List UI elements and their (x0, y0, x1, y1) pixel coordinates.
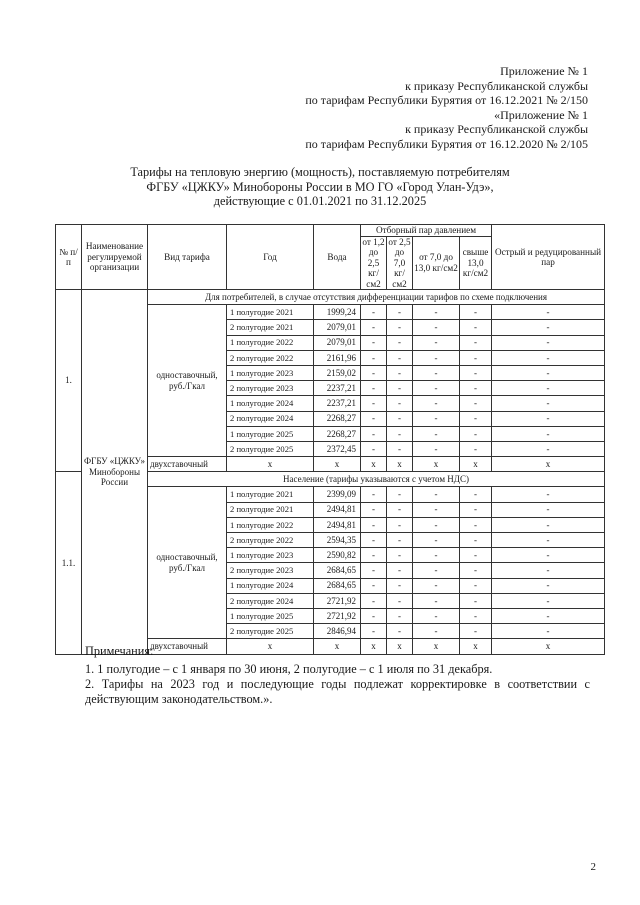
row-number: 1. (56, 290, 82, 472)
pressure-4-cell: - (460, 624, 492, 639)
section-caption: Население (тарифы указываются с учетом НДС) (148, 472, 605, 487)
pressure-2-cell: - (387, 487, 413, 502)
pressure-1-cell: x (361, 457, 387, 472)
note-item: 1. 1 полугодие – с 1 января по 30 июня, 2 полугодие – с 1 июля по 31 декабря. (85, 662, 493, 676)
pressure-3-cell: x (413, 639, 460, 654)
note-item: 2. Тарифы на 2023 год и последующие годы подлежат корректировке в соответствии с действующим законодательством.». (85, 677, 590, 706)
water-value-cell: 2161,96 (314, 350, 361, 365)
pressure-1-cell: - (361, 593, 387, 608)
sharp-steam-cell: - (492, 533, 605, 548)
pressure-2-cell: - (387, 441, 413, 456)
period-cell: 2 полугодие 2023 (227, 563, 314, 578)
sharp-steam-cell: - (492, 335, 605, 350)
pressure-4-cell: - (460, 335, 492, 350)
pressure-1-cell: - (361, 381, 387, 396)
period-cell: 1 полугодие 2022 (227, 517, 314, 532)
pressure-4-cell: - (460, 517, 492, 532)
pressure-3-cell: - (413, 624, 460, 639)
pressure-3-cell: - (413, 548, 460, 563)
col-header-organization: Наименование регулируемой организации (82, 225, 148, 290)
pressure-2-cell: x (387, 639, 413, 654)
col-header-pressure-2: от 2,5 до 7,0 кг/см2 (388, 236, 411, 289)
pressure-2-cell: - (387, 563, 413, 578)
pressure-4-cell: - (460, 411, 492, 426)
pressure-1-cell: - (361, 502, 387, 517)
pressure-3-cell: - (413, 578, 460, 593)
pressure-1-cell: - (361, 624, 387, 639)
pressure-2-cell: - (387, 350, 413, 365)
notes-title: Примечания: (85, 644, 154, 658)
period-cell: 2 полугодие 2022 (227, 533, 314, 548)
sharp-steam-cell: - (492, 578, 605, 593)
water-value-cell: 2079,01 (314, 320, 361, 335)
period-cell: x (227, 639, 314, 654)
water-value-cell: 2594,35 (314, 533, 361, 548)
pressure-1-cell: - (361, 578, 387, 593)
col-header-pressure-3: от 7,0 до 13,0 кг/см2 (413, 236, 460, 290)
pressure-4-cell: - (460, 396, 492, 411)
period-cell: 2 полугодие 2021 (227, 320, 314, 335)
header-line: к приказу Республиканской службы (405, 122, 588, 137)
row-number: 1.1. (56, 472, 82, 654)
pressure-2-cell: - (387, 593, 413, 608)
tariff-kind-single-rate: одноставочный, руб./Гкал (148, 305, 227, 457)
pressure-3-cell: - (413, 593, 460, 608)
pressure-4-cell: - (460, 350, 492, 365)
pressure-1-cell: - (361, 320, 387, 335)
water-value-cell: 2590,82 (314, 548, 361, 563)
period-cell: 1 полугодие 2025 (227, 426, 314, 441)
sharp-steam-cell: - (492, 426, 605, 441)
pressure-1-cell: x (361, 639, 387, 654)
pressure-2-cell: - (387, 411, 413, 426)
pressure-1-cell: - (361, 608, 387, 623)
sharp-steam-cell: - (492, 305, 605, 320)
pressure-2-cell: - (387, 578, 413, 593)
pressure-4-cell: - (460, 320, 492, 335)
pressure-3-cell: - (413, 305, 460, 320)
pressure-4-cell: - (460, 578, 492, 593)
tariff-kind-two-rate: двухставочный (148, 639, 227, 654)
pressure-4-cell: - (460, 305, 492, 320)
pressure-1-cell: - (361, 426, 387, 441)
water-value-cell: 2399,09 (314, 487, 361, 502)
sharp-steam-cell: - (492, 548, 605, 563)
sharp-steam-cell: - (492, 350, 605, 365)
water-value-cell: x (314, 457, 361, 472)
pressure-1-cell: - (361, 350, 387, 365)
organization-name: ФГБУ «ЦЖКУ» Минобороны России (82, 290, 148, 655)
pressure-3-cell: - (413, 487, 460, 502)
pressure-2-cell: - (387, 548, 413, 563)
sharp-steam-cell: - (492, 593, 605, 608)
pressure-3-cell: - (413, 411, 460, 426)
pressure-1-cell: - (361, 487, 387, 502)
water-value-cell: 2494,81 (314, 502, 361, 517)
pressure-4-cell: - (460, 502, 492, 517)
pressure-3-cell: - (413, 426, 460, 441)
col-header-sharp-steam: Острый и редуцированный пар (492, 225, 605, 290)
pressure-2-cell: - (387, 365, 413, 380)
period-cell: 1 полугодие 2022 (227, 335, 314, 350)
col-header-pressure-1: от 1,2 до 2,5 кг/см2 (362, 236, 385, 289)
pressure-3-cell: x (413, 457, 460, 472)
sharp-steam-cell: - (492, 608, 605, 623)
pressure-3-cell: - (413, 365, 460, 380)
period-cell: 2 полугодие 2025 (227, 624, 314, 639)
pressure-1-cell: - (361, 563, 387, 578)
pressure-4-cell: - (460, 381, 492, 396)
pressure-2-cell: - (387, 335, 413, 350)
pressure-4-cell: - (460, 563, 492, 578)
sharp-steam-cell: - (492, 365, 605, 380)
water-value-cell: 2494,81 (314, 517, 361, 532)
period-cell: 1 полугодие 2021 (227, 305, 314, 320)
pressure-2-cell: - (387, 381, 413, 396)
section-caption: Для потребителей, в случае отсутствия дифференциации тарифов по схеме подключения (148, 290, 605, 305)
pressure-4-cell: - (460, 426, 492, 441)
pressure-4-cell: - (460, 487, 492, 502)
period-cell: 1 полугодие 2025 (227, 608, 314, 623)
pressure-2-cell: - (387, 533, 413, 548)
period-cell: x (227, 457, 314, 472)
sharp-steam-cell: - (492, 320, 605, 335)
sharp-steam-cell: x (492, 457, 605, 472)
sharp-steam-cell: - (492, 441, 605, 456)
document-title (0, 165, 640, 209)
water-value-cell: 1999,24 (314, 305, 361, 320)
period-cell: 2 полугодие 2024 (227, 593, 314, 608)
period-cell: 2 полугодие 2023 (227, 381, 314, 396)
pressure-2-cell: x (387, 457, 413, 472)
pressure-1-cell: - (361, 533, 387, 548)
pressure-1-cell: - (361, 365, 387, 380)
period-cell: 1 полугодие 2021 (227, 487, 314, 502)
tariff-kind-two-rate: двухставочный (148, 457, 227, 472)
water-value-cell: 2721,92 (314, 593, 361, 608)
col-header-steam-group: Отборный пар давлением (361, 225, 492, 237)
sharp-steam-cell: - (492, 624, 605, 639)
sharp-steam-cell: - (492, 517, 605, 532)
pressure-1-cell: - (361, 441, 387, 456)
page-number: 2 (590, 861, 596, 873)
period-cell: 1 полугодие 2023 (227, 548, 314, 563)
pressure-2-cell: - (387, 502, 413, 517)
sharp-steam-cell: - (492, 563, 605, 578)
pressure-1-cell: - (361, 305, 387, 320)
pressure-2-cell: - (387, 426, 413, 441)
header-line: «Приложение № 1 (494, 107, 588, 122)
water-value-cell: 2237,21 (314, 396, 361, 411)
sharp-steam-cell: - (492, 502, 605, 517)
period-cell: 2 полугодие 2022 (227, 350, 314, 365)
pressure-3-cell: - (413, 396, 460, 411)
pressure-3-cell: - (413, 517, 460, 532)
pressure-1-cell: - (361, 517, 387, 532)
pressure-2-cell: - (387, 608, 413, 623)
period-cell: 2 полугодие 2025 (227, 441, 314, 456)
period-cell: 2 полугодие 2021 (227, 502, 314, 517)
header-line: по тарифам Республики Бурятия от 16.12.2021 № 2/150 (305, 93, 588, 108)
period-cell: 1 полугодие 2024 (227, 396, 314, 411)
col-header-tariff-kind: Вид тарифа (148, 225, 227, 290)
header-line: Приложение № 1 (500, 64, 588, 78)
pressure-1-cell: - (361, 411, 387, 426)
sharp-steam-cell: - (492, 381, 605, 396)
pressure-3-cell: - (413, 608, 460, 623)
pressure-2-cell: - (387, 396, 413, 411)
pressure-2-cell: - (387, 624, 413, 639)
period-cell: 1 полугодие 2024 (227, 578, 314, 593)
pressure-2-cell: - (387, 320, 413, 335)
title-line: действующие с 01.01.2021 по 31.12.2025 (213, 194, 427, 209)
pressure-4-cell: - (460, 548, 492, 563)
pressure-3-cell: - (413, 320, 460, 335)
header-line: к приказу Республиканской службы (405, 78, 588, 93)
water-value-cell: 2372,45 (314, 441, 361, 456)
pressure-3-cell: - (413, 533, 460, 548)
pressure-3-cell: - (413, 350, 460, 365)
pressure-4-cell: - (460, 608, 492, 623)
pressure-3-cell: - (413, 563, 460, 578)
water-value-cell: 2268,27 (314, 411, 361, 426)
sharp-steam-cell: x (492, 639, 605, 654)
pressure-2-cell: - (387, 517, 413, 532)
water-value-cell: 2846,94 (314, 624, 361, 639)
pressure-4-cell: - (460, 593, 492, 608)
order-reference-header (305, 64, 588, 152)
sharp-steam-cell: - (492, 396, 605, 411)
title-line: ФГБУ «ЦЖКУ» Минобороны России в МО ГО «Город Улан-Удэ», (146, 179, 494, 194)
water-value-cell: 2079,01 (314, 335, 361, 350)
sharp-steam-cell: - (492, 411, 605, 426)
pressure-4-cell: - (460, 441, 492, 456)
water-value-cell: 2684,65 (314, 563, 361, 578)
pressure-4-cell: x (460, 639, 492, 654)
notes-block (60, 644, 590, 707)
water-value-cell: 2721,92 (314, 608, 361, 623)
col-header-number: № п/п (56, 225, 82, 290)
col-header-pressure-4: свыше 13,0 кг/см2 (460, 236, 492, 290)
title-line: Тарифы на тепловую энергию (мощность), поставляемую потребителям (130, 165, 510, 179)
pressure-2-cell: - (387, 305, 413, 320)
col-header-year: Год (227, 225, 314, 290)
pressure-1-cell: - (361, 335, 387, 350)
water-value-cell: 2159,02 (314, 365, 361, 380)
period-cell: 2 полугодие 2024 (227, 411, 314, 426)
water-value-cell: 2237,21 (314, 381, 361, 396)
tariff-kind-single-rate: одноставочный, руб./Гкал (148, 487, 227, 639)
table-row (56, 290, 605, 305)
tariff-table (55, 224, 605, 655)
col-header-water: Вода (314, 225, 361, 290)
pressure-4-cell: - (460, 365, 492, 380)
pressure-3-cell: - (413, 502, 460, 517)
pressure-3-cell: - (413, 335, 460, 350)
pressure-3-cell: - (413, 441, 460, 456)
sharp-steam-cell: - (492, 487, 605, 502)
header-line: по тарифам Республики Бурятия от 16.12.2020 № 2/105 (305, 136, 588, 151)
pressure-4-cell: x (460, 457, 492, 472)
water-value-cell: 2268,27 (314, 426, 361, 441)
water-value-cell: x (314, 639, 361, 654)
pressure-1-cell: - (361, 396, 387, 411)
period-cell: 1 полугодие 2023 (227, 365, 314, 380)
pressure-3-cell: - (413, 381, 460, 396)
pressure-4-cell: - (460, 533, 492, 548)
pressure-1-cell: - (361, 548, 387, 563)
water-value-cell: 2684,65 (314, 578, 361, 593)
